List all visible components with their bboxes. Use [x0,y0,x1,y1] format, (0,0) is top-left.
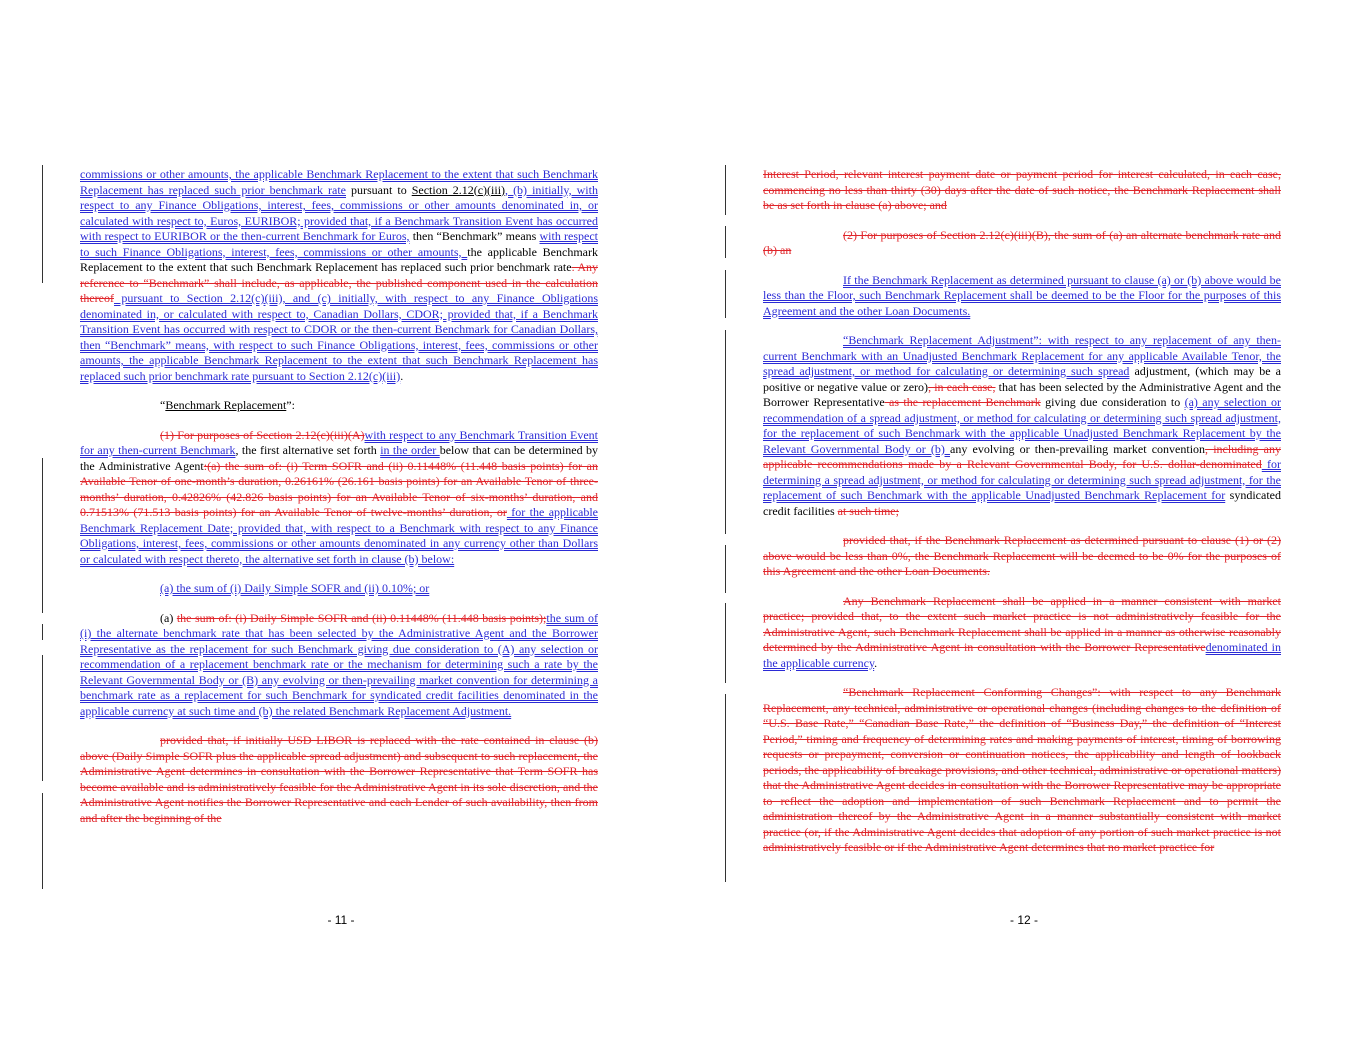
text-run: (a) [160,610,177,625]
deleted-text: the sum of: (i) Daily Simple SOFR and (ii) 0.11448% (11.448 basis points); [176,610,547,625]
deleted-text: Interest Period, relevant interest payment date or payment period for interest calculated, in each case, commencing no less than thirty (30) days after the date of such notice, the Benchmark Replacement shall be as set forth in clause (a) above; and [763,167,1281,212]
page-12 [683,0,1365,1055]
paragraph [763,273,1281,320]
change-bar [725,545,726,593]
change-bar [42,458,43,613]
inserted-text: If the Benchmark Replacement as determined pursuant to clause (a) or (b) above would be less than the Floor, such Benchmark Replacement shall be deemed to be the Floor for the purposes of this Agreement and the other Loan Documents. [763,272,1281,318]
text-run: syndicated credit facilities [763,488,1281,518]
paragraph [80,581,598,597]
text-run: . [400,368,404,383]
text-run: Benchmark Replacement [165,398,287,412]
inserted-text: “Benchmark Replacement Adjustment”: with respect to any replacement of any then-current Benchmark with an Unadjusted Benchmark Replacement for any applicable Available Tenor, the spread adjustment, or method for calculating or determining such spread [763,333,1281,378]
page-number: - 11 - [327,913,355,927]
deleted-text: provided that, if initially USD LIBOR is replaced with the rate contained in clause (b) above (Daily Simple SOFR plus the applicable spread adjustment) and subsequent to such replacement, the Administrative Agent determines in consultation with the Borrower Representative that Term SOFR has become available and is administratively feasible for the Administrative Agent in its sole discretion, and the Administrative Agent notifies the Borrower Representative and each Lender of such availability, then from and after the beginning of the [80,733,598,825]
inserted-text: for the applicable Benchmark Replacement Date; provided that, with respect to a Benchmark with respect to any Finance Obligations, interest, fees, commissions or other amounts denominated in any currency other than Dollars or calculated with respect thereto, the alternative set forth in clause (b) below: [80,505,598,566]
text-run: then “Benchmark” means [409,229,540,243]
inserted-text: for determining a spread adjustment, or method for calculating or determining such spread adjustment, for the replacement of such Benchmark with the applicable Unadjusted Benchmark Replacement for [763,457,1281,502]
change-bar [725,226,726,258]
paragraph [763,594,1281,672]
text-run: adjustment, (which may be a positive or negative value or zero) [763,364,1281,394]
text-run: ”: [286,398,295,412]
inserted-text: denominated in the applicable currency [763,640,1281,670]
paragraph [80,398,598,414]
deleted-text: , including any applicable recommendations made by a Relevant Governmental Body, for U.S. dollar-denominated [763,441,1281,471]
deleted-text: (2) For purposes of Section 2.12(c)(iii)(B), the sum of (a) an alternate benchmark rate and (b) an [763,227,1281,257]
inserted-text: with respect to any Benchmark Transition Event for any then-current Benchmark [80,427,598,457]
page-number: - 12 - [1009,913,1038,927]
text-run: , the first alternative set forth [235,443,381,457]
change-bar [725,603,726,683]
paragraph [80,167,598,384]
text-column [80,167,598,840]
change-bar [42,793,43,889]
inserted-text: the sum of (i) the alternate benchmark rate that has been selected by the Administrative Agent and the Borrower Representative as the replacement for such Benchmark giving due consideration to (A) any selection or recommendation of a replacement benchmark rate or the mechanism for determining such a rate by the Relevant Governmental Body or (B) any evolving or then-prevailing market convention for determining a benchmark rate as a replacement for such Benchmark for syndicated credit facilities denominated in the applicable currency at such time and (b) the related Benchmark Replacement Adjustment. [80,610,598,718]
paragraph [763,533,1281,580]
deleted-text: as the replacement Benchmark [884,395,1041,409]
paragraph [80,428,598,568]
deleted-text: at such time; [837,503,899,518]
inserted-text: with respect to such Finance Obligations, interest, fees, commissions or other amounts, [80,229,599,259]
deleted-text: provided that, if the Benchmark Replacement as determined pursuant to clause (1) or (2) above would be less than 0%, the Benchmark Replacement will be deemed to be 0% for the purposes of this Agreement and the other Loan Documents. [763,533,1281,578]
paragraph [80,733,598,826]
inserted-text: pursuant to Section 2.12(c)(iii), and (c) initially, with respect to any Finance Obligations denominated in, or calculated with respect to, Canadian Dollars, CDOR; provided that, if a Benchmark Transition Event has occurred with respect to CDOR or the then-current Benchmark for Canadian Dollars, then “Benchmark” means, with respect to such Finance Obligations, interest, fees, commissions or other amounts, the applicable Benchmark Replacement to the extent that such Benchmark Replacement has replaced such prior benchmark rate pursuant to Section 2.12(c)(iii) [80,291,598,383]
deleted-text: :(a) the sum of: (i) Term SOFR and (ii) 0.11448% (11.448 basis points) for an Available Tenor of one-month’s duration, 0.26161% (26.161 basis points) for an Available Tenor of three-months’ duration, 0.42826% (42.826 basis points) for an Available Tenor of six-months’ duration, and 0.71513% (71.513 basis points) for an Available Tenor of twelve-months’ duration, or [80,458,598,519]
deleted-text: . Any reference to “Benchmark” shall include, as applicable, the published component used in the calculation thereof [80,260,598,305]
inserted-text: commissions or other amounts, the applicable Benchmark Replacement to the extent that such Benchmark Replacement has replaced such prior benchmark rate [80,167,598,197]
inserted-text: , (b) initially, with respect to any Finance Obligations, interest, fees, commissions or other amounts denominated in, or calculated with respect to, Euros, EURIBOR; provided that, if a Benchmark Transition Event has occurred with respect to EURIBOR or the then-current Benchmark for Euros, [80,182,598,243]
inserted-text: in the order [380,443,440,457]
paragraph [763,685,1281,856]
change-bar [725,694,726,882]
page-11 [0,0,682,1055]
change-bar [42,655,43,781]
text-run: . [874,655,878,670]
inserted-text: (a) the sum of (i) Daily Simple SOFR and (ii) 0.10%; or [160,581,430,595]
deleted-text: Any Benchmark Replacement shall be applied in a manner consistent with market practice; provided that, to the extent such market practice is not administratively feasible for the Administrative Agent, such Benchmark Replacement shall be applied in a manner as otherwise reasonably determined by the Administrative Agent in consultation with the Borrower Representative [763,593,1281,654]
text-run: below that can be determined by the Administrative Agent [80,443,599,473]
text-run: the applicable Benchmark Replacement to the extent that such Benchmark Replacement has replaced such prior benchmark rate [80,244,598,274]
paragraph [80,611,598,720]
change-bar [42,624,43,640]
text-column [763,167,1281,870]
text-run: “ [160,398,166,412]
paragraph [763,167,1281,214]
deleted-text: , in each case, [928,379,996,394]
change-bar [725,165,726,215]
text-run: that has been selected by the Administrative Agent and the Borrower Representative [763,379,1281,409]
text-run: Section 2.12(c)(iii) [411,182,506,197]
change-bar [42,165,43,283]
change-bar [725,270,726,318]
paragraph [763,228,1281,259]
deleted-text: “Benchmark Replacement Conforming Changes”: with respect to any Benchmark Replacement, any technical, administrative or operational changes (including changes to the definition of “U.S. Base Rate,” “Canadian Base Rate,” the definition of “Business Day,” the definition of “Interest Period,” timing and frequency of determining rates and making payments of interest, timing of borrowing requests or prepayment, conversion or continuation notices, the applicability and length of lookback periods, the applicability of breakage provisions, and other technical, administrative or operational matters) that the Administrative Agent decides in consultation with the Borrower Representative may be appropriate to reflect the adoption and implementation of such Benchmark Replacement and to permit the administration thereof by the Administrative Agent in a manner substantially consistent with market practice (or, if the Administrative Agent decides that adoption of any portion of such market practice is not administratively feasible or if the Administrative Agent determines that no market practice for [763,685,1281,854]
change-bar [725,330,726,534]
text-run: giving due consideration to [1040,395,1185,409]
deleted-text: (1) For purposes of Section 2.12(c)(iii)(A) [160,427,365,442]
inserted-text: (a) any selection or recommendation of a spread adjustment, or method for calculating or determining such spread adjustment, for the replacement of such Benchmark with the applicable Unadjusted Benchmark Replacement by the Relevant Governmental Body or (b) [763,395,1281,456]
text-run: pursuant to [346,182,412,197]
paragraph [763,333,1281,519]
text-run: any evolving or then-prevailing market convention [950,441,1206,456]
